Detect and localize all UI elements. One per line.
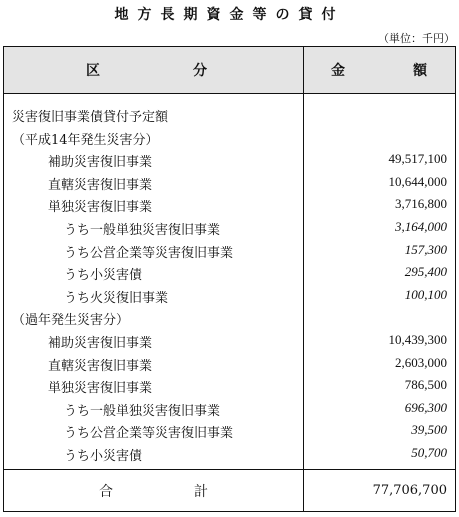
table-row bbox=[4, 194, 455, 217]
row-label: 直轄災害復旧事業 bbox=[48, 177, 153, 193]
row-label: （平成14年発生災害分） bbox=[12, 132, 159, 148]
row-label: うち一般単独災害復旧事業 bbox=[64, 222, 221, 238]
row-value: 10,644,000 bbox=[388, 173, 447, 189]
row-label: うち小災害債 bbox=[64, 448, 143, 464]
table-row bbox=[4, 443, 455, 466]
row-label: （過年発生災害分） bbox=[12, 313, 130, 329]
table-row bbox=[4, 420, 455, 443]
row-value: 2,603,000 bbox=[395, 354, 447, 370]
row-value: 49,517,100 bbox=[388, 151, 447, 167]
total-label-char-1: 合 bbox=[99, 483, 113, 500]
row-label: 単独災害復旧事業 bbox=[48, 200, 153, 216]
table-body bbox=[4, 104, 455, 466]
table-row bbox=[4, 285, 455, 308]
table-row bbox=[4, 172, 455, 195]
page-title: 地方長期資金等の貸付 bbox=[114, 7, 345, 23]
row-label: 補助災害復旧事業 bbox=[48, 155, 153, 171]
row-label: うち公営企業等災害復旧事業 bbox=[64, 245, 234, 261]
row-label: 補助災害復旧事業 bbox=[48, 335, 153, 351]
table-header bbox=[4, 47, 455, 94]
row-value: 3,716,800 bbox=[395, 196, 447, 212]
row-value: 696,300 bbox=[404, 399, 447, 415]
table-row bbox=[4, 104, 455, 127]
row-label: うち一般単独災害復旧事業 bbox=[64, 403, 221, 419]
total-value: 77,706,700 bbox=[372, 483, 447, 498]
table-row bbox=[4, 127, 455, 150]
table-row bbox=[4, 217, 455, 240]
table-row bbox=[4, 398, 455, 421]
table-row bbox=[4, 353, 455, 376]
header-kingaku-char-2: 額 bbox=[413, 63, 427, 79]
row-value: 50,700 bbox=[411, 444, 447, 460]
row-label: 単独災害復旧事業 bbox=[48, 381, 153, 397]
total-row bbox=[4, 469, 455, 511]
loan-table bbox=[3, 46, 456, 512]
header-kingaku-char-1: 金 bbox=[331, 63, 345, 79]
row-label: 直轄災害復旧事業 bbox=[48, 358, 153, 374]
row-value: 100,100 bbox=[404, 286, 447, 302]
row-label: 災害復旧事業債貸付予定額 bbox=[12, 110, 169, 125]
table-row bbox=[4, 375, 455, 398]
total-label-char-2: 計 bbox=[194, 483, 208, 500]
row-value: 39,500 bbox=[411, 422, 447, 438]
row-value: 295,400 bbox=[404, 264, 447, 280]
row-label: うち公営企業等災害復旧事業 bbox=[64, 426, 234, 442]
row-value: 3,164,000 bbox=[395, 218, 447, 234]
table-row bbox=[4, 330, 455, 353]
header-kubun-char-1: 区 bbox=[86, 63, 100, 79]
row-value: 10,439,300 bbox=[388, 331, 447, 347]
header-kubun-char-2: 分 bbox=[193, 63, 207, 79]
row-value: 157,300 bbox=[404, 241, 447, 257]
table-row bbox=[4, 240, 455, 263]
table-row bbox=[4, 149, 455, 172]
row-value: 786,500 bbox=[404, 377, 447, 393]
unit-label: （単位：千円） bbox=[378, 32, 455, 45]
row-label: うち火災復旧事業 bbox=[64, 290, 169, 306]
table-row bbox=[4, 262, 455, 285]
table-row bbox=[4, 307, 455, 330]
row-label: うち小災害債 bbox=[64, 268, 143, 284]
